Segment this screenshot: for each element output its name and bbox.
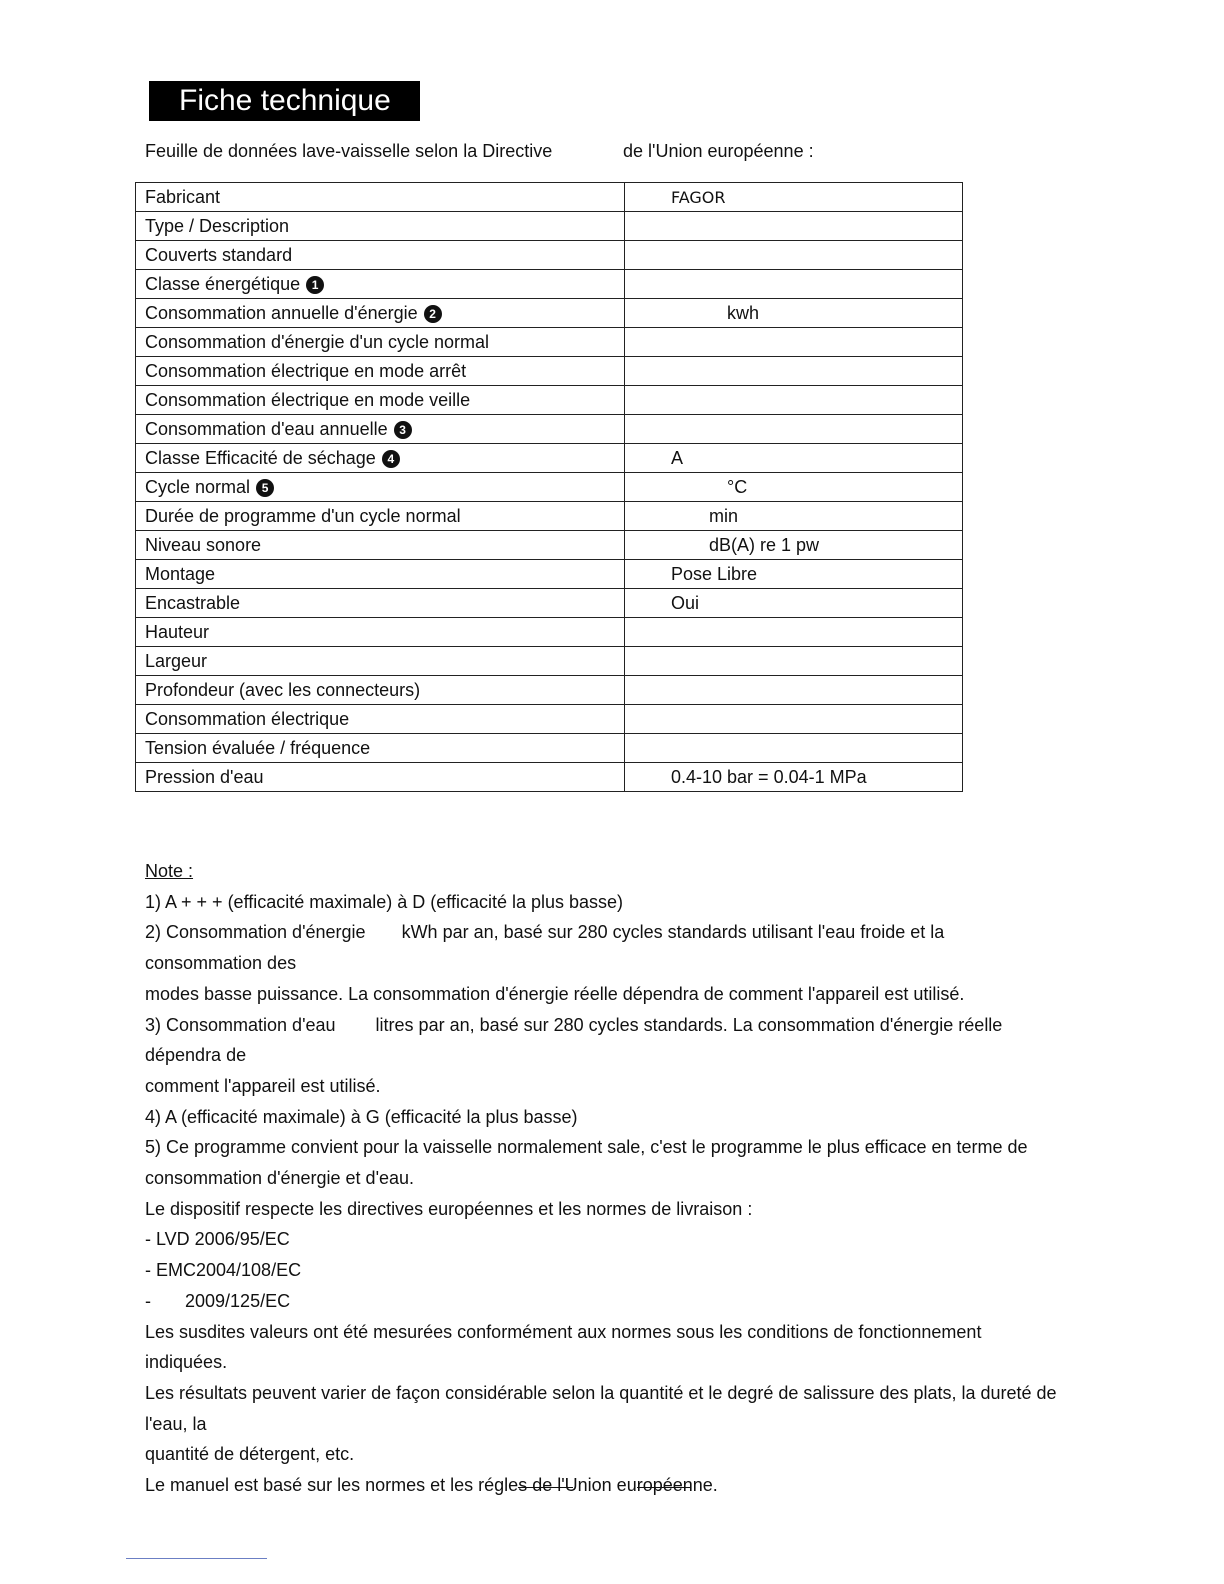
spec-value-cell — [625, 183, 963, 212]
spec-label-cell — [136, 241, 625, 270]
spec-value-cell — [625, 241, 963, 270]
directive-emc: - EMC2004/108/EC — [145, 1260, 302, 1281]
notes-section — [145, 856, 1065, 1501]
table-row — [136, 241, 963, 270]
table-row — [136, 589, 963, 618]
spec-value-cell — [625, 299, 963, 328]
signature-line-left — [518, 1487, 573, 1488]
table-row — [136, 183, 963, 212]
spec-label-cell — [136, 328, 625, 357]
spec-value-cell — [625, 212, 963, 241]
table-row — [136, 734, 963, 763]
intro-text: Feuille de données lave-vaisselle selon la Directive — [145, 141, 553, 161]
note-number-badge: 5 — [256, 479, 274, 497]
spec-label: Classe énergétique — [145, 273, 301, 294]
note-number-badge: 2 — [424, 305, 442, 323]
table-row — [136, 763, 963, 792]
spec-label: Consommation d'énergie d'un cycle normal — [145, 331, 490, 352]
table-row — [136, 560, 963, 589]
note-5-continued: consommation d'énergie et d'eau. — [145, 1168, 415, 1189]
page-title: Fiche technique — [149, 81, 420, 121]
spec-label-cell — [136, 299, 625, 328]
table-row — [136, 415, 963, 444]
spec-label: Fabricant — [145, 186, 221, 207]
spec-label: Consommation annuelle d'énergie — [145, 302, 418, 323]
spec-label-cell — [136, 270, 625, 299]
spec-label-cell — [136, 212, 625, 241]
spec-value: FAGOR — [671, 187, 726, 207]
spec-label: Consommation électrique en mode veille — [145, 389, 471, 410]
footer-rule — [126, 1558, 267, 1559]
spec-value-cell — [625, 444, 963, 473]
note-number-badge: 4 — [382, 450, 400, 468]
table-row — [136, 502, 963, 531]
spec-label: Profondeur (avec les connecteurs) — [145, 679, 421, 700]
table-row — [136, 676, 963, 705]
spec-value: Oui — [671, 592, 700, 613]
note-2-continued: modes basse puissance. La consommation d'énergie réelle dépendra de comment l'appareil est utilisé. — [145, 983, 965, 1004]
table-row — [136, 618, 963, 647]
note-number-badge: 1 — [306, 276, 324, 294]
directives-intro: Le dispositif respecte les directives européennes et les normes de livraison : — [145, 1198, 753, 1219]
spec-value-cell — [625, 473, 963, 502]
note-number-badge: 3 — [394, 421, 412, 439]
spec-label: Niveau sonore — [145, 534, 262, 555]
note-5: 5) Ce programme convient pour la vaisselle normalement sale, c'est le programme le plus efficace en terme de — [145, 1137, 1028, 1158]
directive-lvd: - LVD 2006/95/EC — [145, 1229, 290, 1250]
table-row — [136, 357, 963, 386]
note-2: 2) Consommation d'énergie kWh par an, basé sur 280 cycles standards utilisant l'eau froide et la consommation des — [145, 922, 945, 974]
table-row — [136, 473, 963, 502]
spec-value-cell — [625, 647, 963, 676]
spec-value: dB(A) re 1 pw — [709, 534, 820, 555]
spec-label: Tension évaluée / fréquence — [145, 737, 371, 758]
spec-value-cell — [625, 270, 963, 299]
spec-value-cell — [625, 734, 963, 763]
spec-label: Classe Efficacité de séchage — [145, 447, 376, 468]
spec-value: °C — [727, 476, 748, 497]
measurement-note: Les susdites valeurs ont été mesurées conformément aux normes sous les conditions de fonctionnement indiquées. — [145, 1321, 982, 1373]
spec-value: Pose Libre — [671, 563, 758, 584]
table-row — [136, 212, 963, 241]
spec-label: Consommation d'eau annuelle — [145, 418, 388, 439]
spec-value: kwh — [727, 302, 760, 323]
spec-label-cell — [136, 531, 625, 560]
note-4: 4) A (efficacité maximale) à G (efficacité la plus basse) — [145, 1106, 578, 1127]
spec-value: min — [709, 505, 739, 526]
note-1: 1) A + + + (efficacité maximale) à D (efficacité la plus basse) — [145, 891, 624, 912]
spec-value: A — [671, 447, 684, 468]
spec-label-cell — [136, 183, 625, 212]
spec-label-cell — [136, 676, 625, 705]
spec-label-cell — [136, 415, 625, 444]
spec-value-cell — [625, 676, 963, 705]
table-row — [136, 531, 963, 560]
spec-label-cell — [136, 705, 625, 734]
table-row — [136, 328, 963, 357]
spec-label: Consommation électrique en mode arrêt — [145, 360, 467, 381]
spec-label-cell — [136, 618, 625, 647]
table-row — [136, 705, 963, 734]
manual-basis-note: Le manuel est basé sur les normes et les régles de l'Union européenne. — [145, 1475, 718, 1496]
spec-label: Durée de programme d'un cycle normal — [145, 505, 461, 526]
note-3-continued: comment l'appareil est utilisé. — [145, 1075, 381, 1096]
spec-label-cell — [136, 763, 625, 792]
spec-label: Montage — [145, 563, 216, 584]
note-3: 3) Consommation d'eau litres par an, basé sur 280 cycles standards. La consommation d'énergie réelle dépendra de — [145, 1014, 1003, 1066]
directive-ecodesign: - 2009/125/EC — [145, 1290, 291, 1311]
table-row — [136, 270, 963, 299]
table-row — [136, 647, 963, 676]
spec-value-cell — [625, 357, 963, 386]
table-row — [136, 386, 963, 415]
spec-label: Hauteur — [145, 621, 210, 642]
variation-note-continued: quantité de détergent, etc. — [145, 1444, 355, 1465]
variation-note: Les résultats peuvent varier de façon considérable selon la quantité et le degré de salissure des plats, la dureté de l'eau, la — [145, 1382, 1057, 1434]
spec-label: Couverts standard — [145, 244, 293, 265]
spec-label-cell — [136, 502, 625, 531]
spec-label-cell — [136, 589, 625, 618]
spec-value-cell — [625, 531, 963, 560]
spec-value-cell — [625, 415, 963, 444]
intro-text-continued: de l'Union européenne : — [623, 141, 814, 161]
spec-table — [135, 182, 963, 792]
notes-heading: Note : — [145, 861, 194, 881]
spec-value-cell — [625, 502, 963, 531]
spec-label-cell — [136, 473, 625, 502]
table-row — [136, 444, 963, 473]
spec-value-cell — [625, 589, 963, 618]
spec-value-cell — [625, 618, 963, 647]
spec-value-cell — [625, 705, 963, 734]
spec-label: Consommation électrique — [145, 708, 350, 729]
spec-label-cell — [136, 734, 625, 763]
spec-label: Type / Description — [145, 215, 290, 236]
spec-label-cell — [136, 357, 625, 386]
spec-label-cell — [136, 444, 625, 473]
table-row — [136, 299, 963, 328]
spec-label-cell — [136, 386, 625, 415]
spec-value-cell — [625, 328, 963, 357]
spec-label: Encastrable — [145, 592, 241, 613]
spec-label: Largeur — [145, 650, 208, 671]
spec-value-cell — [625, 560, 963, 589]
signature-line-right — [637, 1487, 691, 1488]
spec-label-cell — [136, 647, 625, 676]
spec-label: Cycle normal — [145, 476, 251, 497]
spec-value-cell — [625, 386, 963, 415]
spec-label: Pression d'eau — [145, 766, 264, 787]
spec-value-cell — [625, 763, 963, 792]
spec-label-cell — [136, 560, 625, 589]
spec-value: 0.4-10 bar = 0.04-1 MPa — [671, 766, 867, 787]
